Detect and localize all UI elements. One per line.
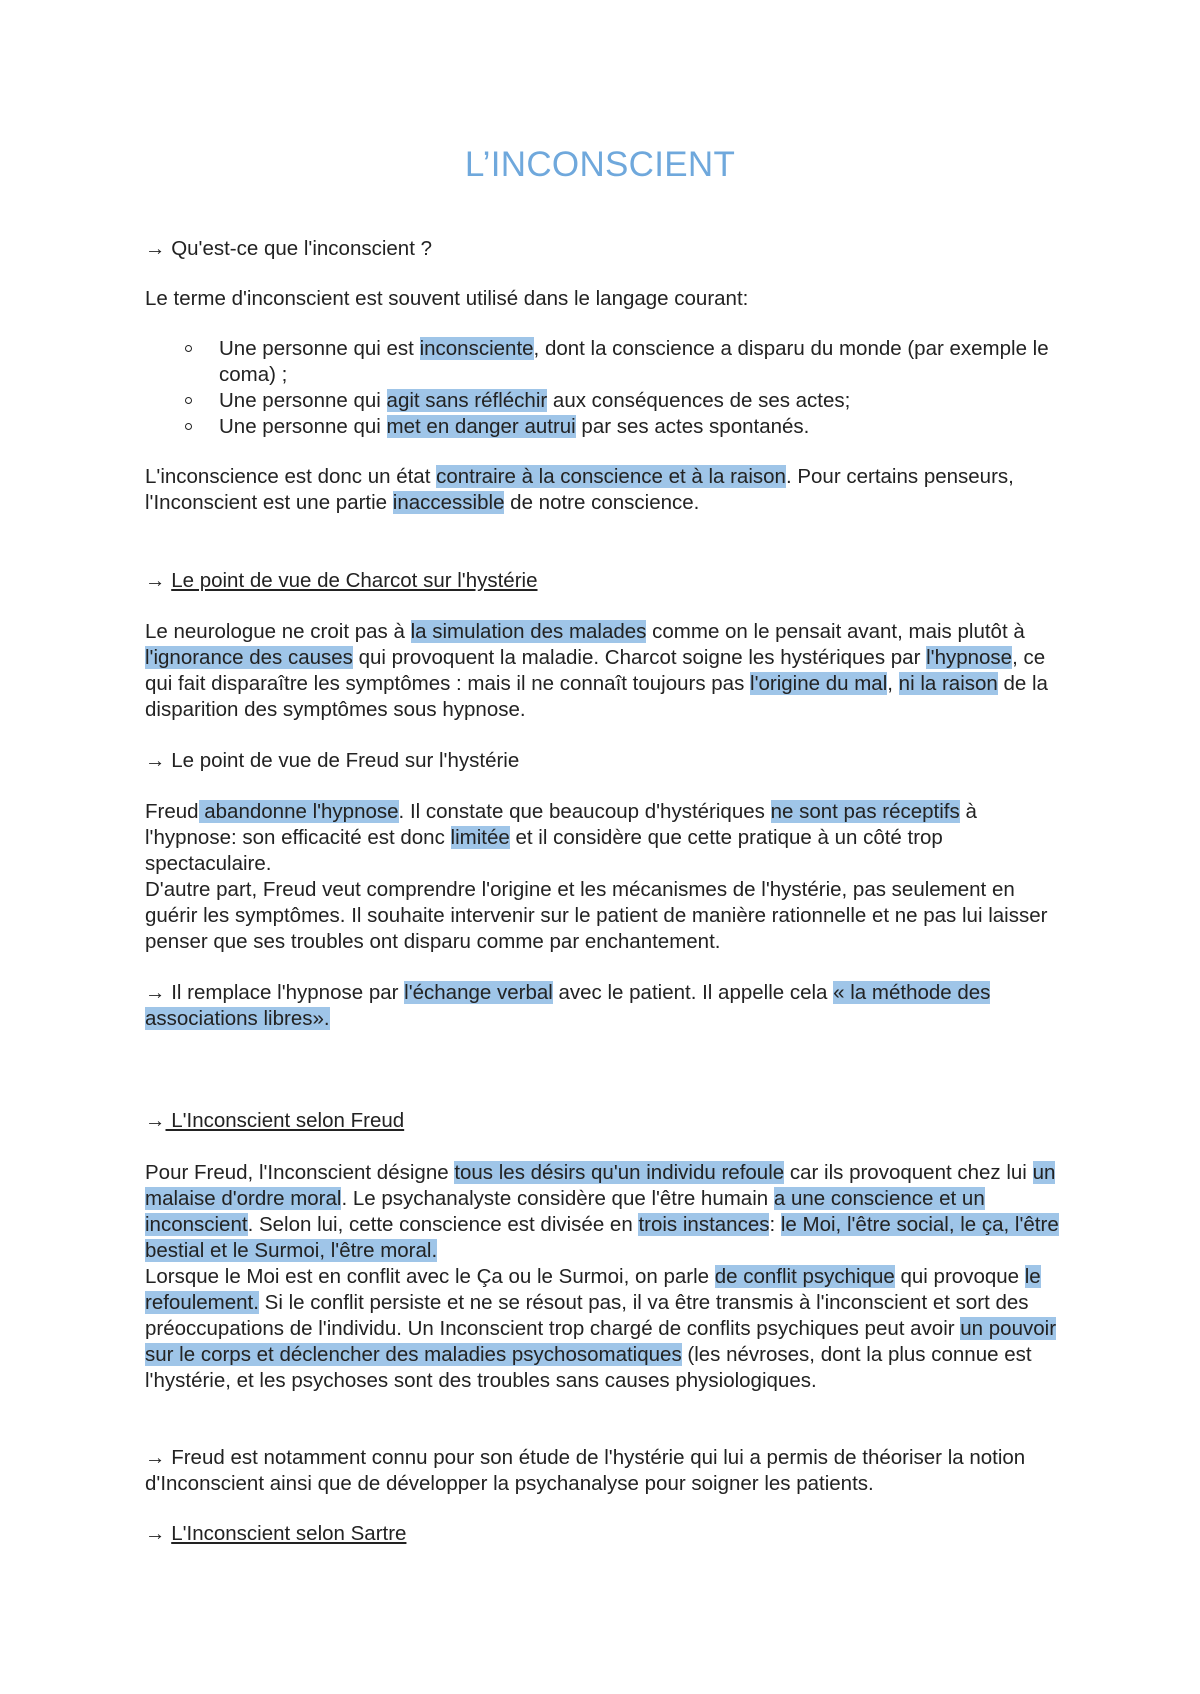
hollow-bullet-icon xyxy=(185,345,192,352)
highlight: ni la raison xyxy=(898,672,998,695)
list-item: Une personne qui agit sans réfléchir aux conséquences de ses actes; xyxy=(145,388,1070,414)
freud-unconscious-heading: → L'Inconscient selon Freud xyxy=(145,1109,405,1132)
highlight: de conflit psychique xyxy=(714,1265,895,1288)
charcot-heading: → Le point de vue de Charcot sur l'hystérie xyxy=(145,569,538,592)
highlight: la simulation des malades xyxy=(410,620,647,643)
highlight: un malaise d'ordre moral xyxy=(145,1161,1056,1210)
highlight: « la méthode des associations libres». xyxy=(145,981,991,1030)
highlight: l'hypnose xyxy=(926,646,1013,669)
highlight: tous les désirs qu'un individu refoule xyxy=(454,1161,785,1184)
highlight: abandonne l'hypnose xyxy=(198,800,399,823)
highlight: l'origine du mal xyxy=(750,672,888,695)
highlight: a une conscience et un inconscient xyxy=(145,1187,985,1236)
psychic-conflict-paragraph: Lorsque le Moi est en conflit avec le Ça ou le Surmoi, on parle de conflit psychique qui provoque le refoulement. Si le conflit persiste et ne se résout pas, il va être transmis à l'inconscient et sort des préoccupations de l'individu. Un Inconscient trop chargé de conflits psychiques peut avoir un pouvoir sur le corps et déclencher des maladies psychosomatiques (les névroses, dont la plus connue est l'hystérie, et les psychoses sont des troubles sans causes physiologiques. xyxy=(145,1265,1057,1392)
hollow-bullet-icon xyxy=(185,423,192,430)
highlight: agit sans réfléchir xyxy=(386,389,548,412)
highlight: inconsciente xyxy=(419,337,534,360)
inconscience-paragraph: L'inconscience est donc un état contraire à la conscience et à la raison. Pour certains penseurs, l'Inconscient est une partie inaccessible de notre conscience. xyxy=(145,465,1014,514)
intro-paragraph: Le terme d'inconscient est souvent utilisé dans le langage courant: xyxy=(145,287,749,310)
freud-summary-paragraph: → Freud est notamment connu pour son étude de l'hystérie qui lui a permis de théoriser la notion d'Inconscient ainsi que de développer la psychanalyse pour soigner les patients. xyxy=(145,1446,1026,1495)
highlight: le Moi, l'être social, le ça, l'être bestial et le Surmoi, l'être moral. xyxy=(145,1213,1059,1262)
charcot-paragraph: Le neurologue ne croit pas à la simulation des malades comme on le pensait avant, mais plutôt à l'ignorance des causes qui provoquent la maladie. Charcot soigne les hystériques par l'hypnose, ce qui fait disparaître les symptômes : mais il ne connaît toujours pas l'origine du mal, ni la raison de la disparition des symptômes sous hypnose. xyxy=(145,620,1048,721)
hollow-bullet-icon xyxy=(185,397,192,404)
list-item: Une personne qui met en danger autrui par ses actes spontanés. xyxy=(145,414,1070,440)
highlight: trois instances xyxy=(638,1213,770,1236)
free-association-paragraph: → Il remplace l'hypnose par l'échange verbal avec le patient. Il appelle cela « la méthode des associations libres». xyxy=(145,981,991,1030)
highlight: met en danger autrui xyxy=(386,415,576,438)
highlight: le refoulement. xyxy=(145,1265,1041,1314)
freud-unconscious-paragraph: Pour Freud, l'Inconscient désigne tous les désirs qu'un individu refoule car ils provoquent chez lui un malaise d'ordre moral. Le psychanalyste considère que l'être humain a une conscience et un inconscient. Selon lui, cette conscience est divisée en trois instances: le Moi, l'être social, le ça, l'être bestial et le Surmoi, l'être moral. xyxy=(145,1161,1059,1262)
highlight: contraire à la conscience et à la raison xyxy=(436,465,786,488)
highlight: limitée xyxy=(450,826,510,849)
question-heading: → Qu'est-ce que l'inconscient ? xyxy=(145,237,432,260)
highlight: ne sont pas réceptifs xyxy=(770,800,960,823)
definition-list xyxy=(145,336,1070,440)
highlight: l'échange verbal xyxy=(404,981,553,1004)
list-item: Une personne qui est inconsciente, dont la conscience a disparu du monde (par exemple le coma) ; xyxy=(145,336,1070,388)
highlight: inaccessible xyxy=(392,491,505,514)
highlight: l'ignorance des causes xyxy=(145,646,353,669)
freud-hysteria-heading: → Le point de vue de Freud sur l'hystérie xyxy=(145,749,520,772)
freud-hysteria-paragraph: Freud abandonne l'hypnose. Il constate que beaucoup d'hystériques ne sont pas réceptifs à l'hypnose: son efficacité est donc limitée et il considère que cette pratique à un côté trop spectaculaire. xyxy=(145,800,977,875)
document-title: L’INCONSCIENT xyxy=(464,145,736,184)
highlight: un pouvoir sur le corps et déclencher des maladies psychosomatiques xyxy=(145,1317,1057,1366)
freud-origin-paragraph: D'autre part, Freud veut comprendre l'origine et les mécanismes de l'hystérie, pas seulement en guérir les symptômes. Il souhaite intervenir sur le patient de manière rationnelle et ne pas lui laisser penser que ses troubles ont disparu comme par enchantement. xyxy=(145,878,1048,953)
sartre-heading: → L'Inconscient selon Sartre xyxy=(145,1522,407,1545)
